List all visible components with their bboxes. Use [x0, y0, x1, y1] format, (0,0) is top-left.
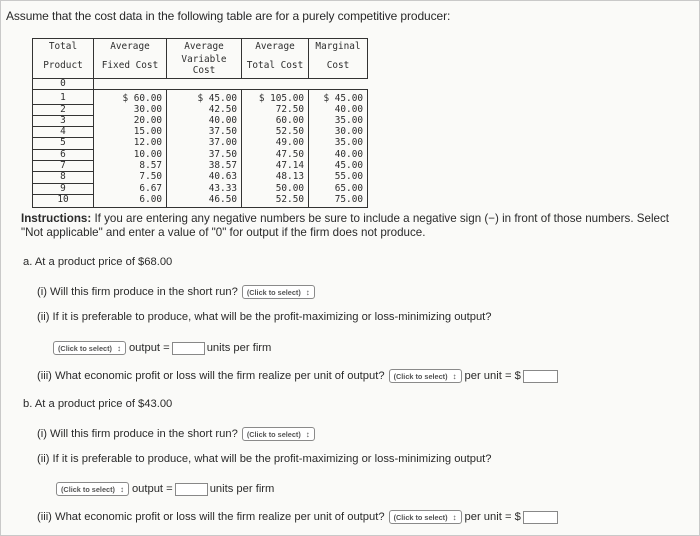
cell: $ 60.00	[94, 90, 167, 104]
table-row	[33, 172, 368, 183]
output-label: output =	[128, 342, 170, 354]
intro-text: Assume that the cost data in the following table are for a purely competitive producer:	[6, 9, 451, 23]
part-a-q1	[37, 285, 315, 299]
part-a-profit-select[interactable]	[389, 369, 462, 383]
cell: 40.00	[309, 149, 368, 160]
per-unit-label: per unit = $	[464, 511, 521, 523]
cell	[167, 79, 242, 90]
cell: 15.00	[94, 127, 167, 138]
header-afc-1: Average	[94, 39, 167, 54]
part-b-heading: b. At a product price of $43.00	[23, 398, 173, 410]
cell: 40.63	[167, 172, 242, 183]
select-label: (Click to select)	[246, 429, 301, 439]
cost-table	[32, 38, 368, 208]
instructions	[21, 212, 686, 240]
table-row	[33, 194, 368, 207]
header-total-product-2: Product	[33, 53, 94, 79]
cell: 12.00	[94, 138, 167, 149]
part-b-profit-select[interactable]	[389, 510, 462, 524]
cell: $ 45.00	[167, 90, 242, 104]
cell: 55.00	[309, 172, 368, 183]
cell: 7.50	[94, 172, 167, 183]
cell: 47.50	[242, 149, 309, 160]
select-arrow-icon: ↕	[452, 512, 457, 522]
part-b-q3	[37, 510, 560, 524]
cell-q: 5	[33, 138, 94, 149]
part-a-output-input[interactable]	[172, 342, 205, 355]
cell: 37.00	[167, 138, 242, 149]
output-label: output =	[131, 483, 173, 495]
header-avc-2: Variable Cost	[167, 53, 242, 79]
table-row	[33, 127, 368, 138]
select-label: (Click to select)	[393, 512, 448, 522]
cell: 35.00	[309, 138, 368, 149]
part-b-output-select[interactable]	[56, 482, 129, 496]
cell-q: 3	[33, 115, 94, 126]
cell: 52.50	[242, 127, 309, 138]
part-a-output-select[interactable]	[53, 341, 126, 355]
cell: 35.00	[309, 115, 368, 126]
part-b-output-row	[56, 482, 274, 496]
cell-q: 9	[33, 183, 94, 194]
table-row	[33, 149, 368, 160]
table-row	[33, 115, 368, 126]
cell: 6.67	[94, 183, 167, 194]
cell: 30.00	[309, 127, 368, 138]
instructions-text: If you are entering any negative numbers be sure to include a negative sign (−) in front of those numbers. Select "Not applicable" and enter a value of "0" for output if the firm does not produce.	[21, 212, 669, 239]
select-label: (Click to select)	[61, 484, 115, 494]
cell: 46.50	[167, 194, 242, 207]
cell-q: 1	[33, 90, 94, 104]
select-arrow-icon: ↕	[305, 429, 310, 439]
select-label: (Click to select)	[246, 287, 301, 297]
select-label: (Click to select)	[393, 371, 448, 381]
cell-q: 6	[33, 149, 94, 160]
units-label: units per firm	[209, 483, 275, 495]
cell: 42.50	[167, 104, 242, 115]
header-avc-1: Average	[167, 39, 242, 54]
header-atc-2: Total Cost	[242, 53, 309, 79]
cell-q: 0	[33, 79, 94, 90]
select-arrow-icon: ↕	[452, 371, 457, 381]
part-a-profit-input[interactable]	[523, 370, 558, 383]
part-a-heading: a. At a product price of $68.00	[23, 256, 173, 268]
part-b-q1-text: (i) Will this firm produce in the short run?	[37, 428, 238, 440]
cell: 52.50	[242, 194, 309, 207]
part-a-q2: (ii) If it is preferable to produce, what will be the profit-maximizing or loss-minimizing output?	[37, 311, 492, 323]
cell: 75.00	[309, 194, 368, 207]
cell-q: 2	[33, 104, 94, 115]
part-a-q1-text: (i) Will this firm produce in the short run?	[37, 286, 238, 298]
cell-q: 8	[33, 172, 94, 183]
part-b-q2: (ii) If it is preferable to produce, what will be the profit-maximizing or loss-minimizing output?	[37, 453, 492, 465]
cell: 20.00	[94, 115, 167, 126]
cell	[309, 79, 368, 90]
header-mc-2: Cost	[309, 53, 368, 79]
cell-q: 10	[33, 194, 94, 207]
part-b-q3-text: (iii) What economic profit or loss will the firm realize per unit of output?	[37, 511, 385, 523]
cell: $ 45.00	[309, 90, 368, 104]
table-row	[33, 104, 368, 115]
cell	[242, 79, 309, 90]
select-arrow-icon: ↕	[305, 287, 310, 297]
units-label: units per firm	[206, 342, 272, 354]
cell: 72.50	[242, 104, 309, 115]
per-unit-label: per unit = $	[464, 370, 521, 382]
cell-q: 7	[33, 161, 94, 172]
cell: 45.00	[309, 161, 368, 172]
cell: $ 105.00	[242, 90, 309, 104]
part-a-q3-text: (iii) What economic profit or loss will the firm realize per unit of output?	[37, 370, 385, 382]
part-b-profit-input[interactable]	[523, 511, 558, 524]
table-row	[33, 138, 368, 149]
cell: 43.33	[167, 183, 242, 194]
header-atc-1: Average	[242, 39, 309, 54]
select-arrow-icon: ↕	[119, 484, 124, 494]
part-b-q1	[37, 427, 315, 441]
cell: 37.50	[167, 127, 242, 138]
part-a-q3	[37, 369, 560, 383]
table-row	[33, 183, 368, 194]
cell: 8.57	[94, 161, 167, 172]
cell-q: 4	[33, 127, 94, 138]
cell: 50.00	[242, 183, 309, 194]
select-arrow-icon: ↕	[116, 343, 121, 353]
cell: 40.00	[167, 115, 242, 126]
part-b-produce-select[interactable]	[242, 427, 315, 441]
cell: 38.57	[167, 161, 242, 172]
header-mc-1: Marginal	[309, 39, 368, 54]
cell: 6.00	[94, 194, 167, 207]
part-a-output-row	[53, 341, 271, 355]
cell: 30.00	[94, 104, 167, 115]
cell: 49.00	[242, 138, 309, 149]
cell: 10.00	[94, 149, 167, 160]
table-row	[33, 161, 368, 172]
cell: 47.14	[242, 161, 309, 172]
cell: 48.13	[242, 172, 309, 183]
cell: 60.00	[242, 115, 309, 126]
table-row	[33, 79, 368, 90]
cell: 37.50	[167, 149, 242, 160]
cell: 40.00	[309, 104, 368, 115]
header-afc-2: Fixed Cost	[94, 53, 167, 79]
instructions-label: Instructions:	[21, 212, 92, 225]
cell: 65.00	[309, 183, 368, 194]
cell	[94, 79, 167, 90]
table-row	[33, 90, 368, 104]
part-b-output-input[interactable]	[175, 483, 208, 496]
part-a-produce-select[interactable]	[242, 285, 315, 299]
select-label: (Click to select)	[58, 343, 112, 353]
header-total-product-1: Total	[33, 39, 94, 54]
